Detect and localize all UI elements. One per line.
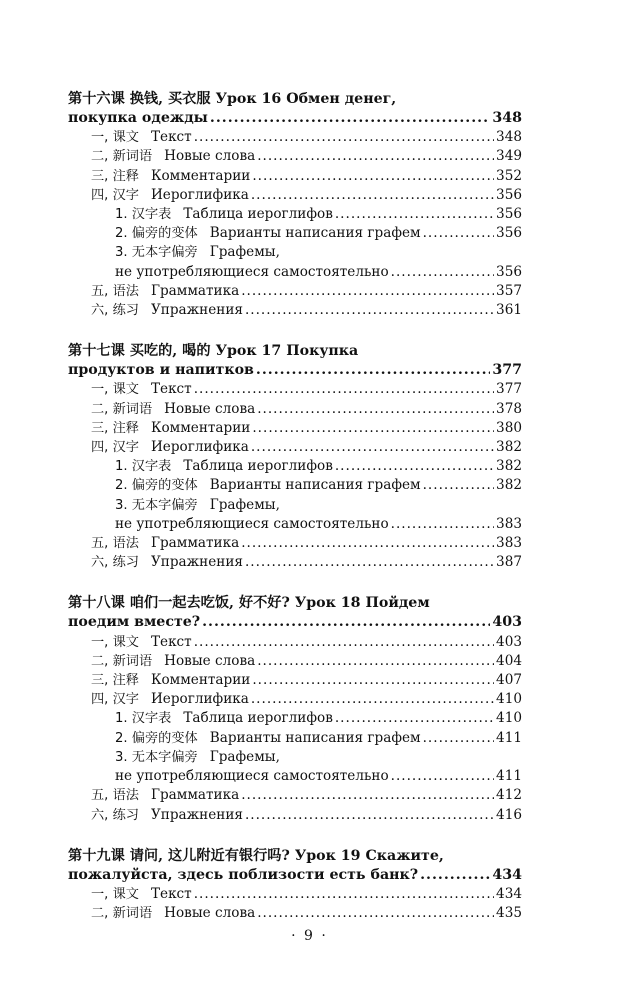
dot-leader — [257, 147, 494, 166]
entry-chinese: 三, 注释 — [91, 673, 139, 689]
dot-leader — [245, 301, 494, 320]
lesson-section — [68, 594, 522, 824]
entry-chinese: 五, 语法 — [91, 283, 139, 299]
toc-entry[interactable] — [68, 806, 522, 825]
dot-leader — [194, 633, 494, 652]
toc-entry-continuation[interactable] — [68, 263, 522, 282]
dot-leader — [257, 904, 494, 923]
toc-entry[interactable] — [68, 400, 522, 419]
entry-russian: Иероглифика — [150, 691, 249, 708]
entry-russian: Новые слова — [164, 148, 256, 165]
entry-russian: Грамматика — [150, 282, 240, 299]
entry-russian: Графемы, — [209, 748, 280, 765]
toc-entry[interactable] — [68, 496, 522, 515]
dot-leader — [257, 400, 494, 419]
lesson-heading: 第十八课 咱们一起去吃饭, 好不好? Урок 18 Пойдем — [68, 595, 430, 612]
entry-russian: Таблица иероглифов — [183, 206, 333, 223]
entry-chinese: 1. 汉字表 — [115, 207, 172, 223]
entry-chinese: 六, 练习 — [91, 303, 139, 319]
lesson-page: 377 — [492, 362, 522, 379]
entry-page: 377 — [496, 381, 522, 398]
lesson-heading-line[interactable] — [68, 109, 522, 128]
dot-leader — [252, 167, 494, 186]
entry-page: 387 — [496, 554, 522, 571]
toc-entry-continuation[interactable] — [68, 767, 522, 786]
entry-russian: Упражнения — [150, 302, 243, 319]
dot-leader — [251, 438, 494, 457]
page-number: · 9 · — [291, 928, 328, 944]
entry-chinese: 二, 新词语 — [91, 653, 153, 669]
dot-leader — [194, 885, 494, 904]
entry-russian: Новые слова — [164, 400, 256, 417]
entry-russian-cont: не употребляющиеся самостоятельно — [115, 768, 389, 785]
entry-russian: Варианты написания графем — [209, 729, 421, 746]
toc-entry[interactable] — [68, 690, 522, 709]
entry-russian: Текст — [150, 129, 192, 146]
toc-entry[interactable] — [68, 709, 522, 728]
dot-leader — [194, 380, 494, 399]
entry-page: 383 — [496, 535, 522, 552]
entry-page: 382 — [496, 439, 522, 456]
dot-leader — [202, 613, 490, 632]
lesson-heading-cont: пожалуйста, здесь поблизости есть банк? — [68, 866, 419, 883]
dot-leader — [391, 263, 494, 282]
entry-chinese: 六, 练习 — [91, 555, 139, 571]
dot-leader — [252, 419, 494, 438]
dot-leader — [245, 553, 494, 572]
entry-chinese: 3. 无本字偏旁 — [115, 749, 198, 765]
toc-entry[interactable] — [68, 301, 522, 320]
entry-page: 403 — [496, 633, 522, 650]
entry-russian: Комментарии — [150, 167, 251, 184]
entry-page: 404 — [496, 652, 522, 669]
entry-russian: Упражнения — [150, 806, 243, 823]
toc-entry[interactable] — [68, 147, 522, 166]
entry-page: 356 — [496, 263, 522, 280]
entry-chinese: 二, 新词语 — [91, 401, 153, 417]
toc-entry[interactable] — [68, 128, 522, 147]
entry-russian: Новые слова — [164, 905, 256, 922]
lesson-section — [68, 342, 522, 572]
entry-page: 416 — [496, 806, 522, 823]
toc-entry[interactable] — [68, 534, 522, 553]
entry-chinese: 3. 无本字偏旁 — [115, 497, 198, 513]
entry-chinese: 一, 课文 — [91, 382, 139, 398]
entry-chinese: 一, 课文 — [91, 634, 139, 650]
toc-entry[interactable] — [68, 786, 522, 805]
entry-page: 352 — [496, 167, 522, 184]
entry-chinese: 2. 偏旁的变体 — [115, 730, 198, 746]
dot-leader — [251, 186, 494, 205]
lesson-heading: 第十六课 换钱, 买衣服 Урок 16 Обмен денег, — [68, 91, 397, 107]
entry-page: 380 — [496, 419, 522, 436]
entry-russian: Графемы, — [209, 244, 280, 261]
entry-page: 356 — [496, 225, 522, 242]
lesson-section — [68, 90, 522, 320]
dot-leader — [335, 709, 494, 728]
entry-page: 410 — [496, 710, 522, 727]
toc-entry[interactable] — [68, 243, 522, 262]
entry-chinese: 2. 偏旁的变体 — [115, 226, 198, 242]
dot-leader — [241, 786, 494, 805]
toc-entry[interactable] — [68, 885, 522, 904]
dot-leader — [335, 205, 494, 224]
entry-chinese: 1. 汉字表 — [115, 459, 172, 475]
entry-russian: Иероглифика — [150, 186, 249, 203]
entry-page: 410 — [496, 691, 522, 708]
toc-entry[interactable] — [68, 553, 522, 572]
dot-leader — [391, 515, 494, 534]
dot-leader — [423, 729, 494, 748]
dot-leader — [241, 282, 494, 301]
dot-leader — [391, 767, 494, 786]
entry-page: 411 — [496, 729, 522, 746]
entry-chinese: 四, 汉字 — [91, 692, 139, 708]
entry-russian-cont: не употребляющиеся самостоятельно — [115, 263, 389, 280]
toc-entry[interactable] — [68, 282, 522, 301]
dot-leader — [245, 806, 494, 825]
dot-leader — [241, 534, 494, 553]
entry-russian: Грамматика — [150, 787, 240, 804]
lesson-heading-line[interactable] — [68, 361, 522, 380]
lesson-heading: 第十七课 买吃的, 喝的 Урок 17 Покупка — [68, 343, 359, 360]
entry-russian: Таблица иероглифов — [183, 458, 333, 475]
toc-entry[interactable] — [68, 205, 522, 224]
entry-russian: Таблица иероглифов — [183, 710, 333, 727]
lesson-page: 434 — [492, 866, 522, 883]
entry-chinese: 三, 注释 — [91, 168, 139, 184]
toc-entry[interactable] — [68, 167, 522, 186]
entry-chinese: 五, 语法 — [91, 536, 139, 552]
entry-page: 357 — [496, 282, 522, 299]
entry-page: 435 — [496, 905, 522, 922]
dot-leader — [256, 361, 490, 380]
entry-russian: Грамматика — [150, 535, 240, 552]
entry-page: 383 — [496, 515, 522, 532]
toc-entry[interactable] — [68, 186, 522, 205]
entry-chinese: 3. 无本字偏旁 — [115, 245, 198, 261]
toc-entry[interactable] — [68, 748, 522, 767]
lesson-heading-cont: покупка одежды — [68, 110, 208, 126]
toc-entry[interactable] — [68, 419, 522, 438]
entry-russian: Текст — [150, 381, 192, 398]
entry-chinese: 2. 偏旁的变体 — [115, 478, 198, 494]
entry-chinese: 一, 课文 — [91, 886, 139, 902]
entry-chinese: 四, 汉字 — [91, 187, 139, 203]
toc-entry[interactable] — [68, 729, 522, 748]
toc-entry[interactable] — [68, 904, 522, 923]
toc-entry[interactable] — [68, 633, 522, 652]
entry-russian: Упражнения — [150, 554, 243, 571]
toc-entry-continuation[interactable] — [68, 515, 522, 534]
dot-leader — [252, 671, 494, 690]
entry-page: 356 — [496, 206, 522, 223]
toc-entry[interactable] — [68, 380, 522, 399]
toc-entry[interactable] — [68, 476, 522, 495]
entry-russian: Комментарии — [150, 672, 251, 689]
entry-chinese: 二, 新词语 — [91, 149, 153, 165]
entry-page: 412 — [496, 787, 522, 804]
entry-chinese: 一, 课文 — [91, 130, 139, 146]
entry-russian: Текст — [150, 633, 192, 650]
lesson-heading: 第十九课 请问, 这儿附近有银行吗? Урок 19 Скажите, — [68, 847, 444, 864]
dot-leader — [257, 652, 494, 671]
dot-leader — [423, 476, 494, 495]
toc-entry[interactable] — [68, 224, 522, 243]
entry-russian-cont: не употребляющиеся самостоятельно — [115, 515, 389, 532]
lesson-heading-cont: продуктов и напитков — [68, 362, 254, 379]
toc-entry[interactable] — [68, 438, 522, 457]
entry-chinese: 二, 新词语 — [91, 906, 153, 922]
entry-russian: Варианты написания графем — [209, 477, 421, 494]
entry-russian: Варианты написания графем — [209, 225, 421, 242]
entry-page: 382 — [496, 477, 522, 494]
entry-page: 378 — [496, 400, 522, 417]
entry-chinese: 五, 语法 — [91, 788, 139, 804]
entry-page: 361 — [496, 302, 522, 319]
entry-chinese: 1. 汉字表 — [115, 711, 172, 727]
toc-entry[interactable] — [68, 457, 522, 476]
toc-entry[interactable] — [68, 652, 522, 671]
dot-leader — [420, 866, 490, 885]
entry-page: 407 — [496, 672, 522, 689]
entry-russian: Текст — [150, 885, 192, 902]
entry-page: 411 — [496, 768, 522, 785]
lesson-page: 403 — [492, 614, 522, 631]
entry-page: 356 — [496, 186, 522, 203]
toc-entry[interactable] — [68, 671, 522, 690]
lesson-heading-line[interactable] — [68, 613, 522, 632]
entry-chinese: 三, 注释 — [91, 420, 139, 436]
entry-chinese: 四, 汉字 — [91, 440, 139, 456]
entry-page: 434 — [496, 885, 522, 902]
table-of-contents — [68, 90, 522, 945]
entry-russian: Комментарии — [150, 419, 251, 436]
entry-russian: Иероглифика — [150, 439, 249, 456]
lesson-section — [68, 847, 522, 924]
entry-chinese: 六, 练习 — [91, 807, 139, 823]
entry-page: 349 — [496, 148, 522, 165]
entry-russian: Графемы, — [209, 496, 280, 513]
lesson-heading-line[interactable] — [68, 866, 522, 885]
lesson-heading-cont: поедим вместе? — [68, 614, 201, 631]
dot-leader — [335, 457, 494, 476]
entry-page: 348 — [496, 129, 522, 146]
entry-page: 382 — [496, 458, 522, 475]
entry-russian: Новые слова — [164, 652, 256, 669]
dot-leader — [194, 128, 494, 147]
dot-leader — [251, 690, 494, 709]
dot-leader — [210, 109, 490, 128]
lesson-page: 348 — [492, 110, 522, 126]
dot-leader — [423, 224, 494, 243]
